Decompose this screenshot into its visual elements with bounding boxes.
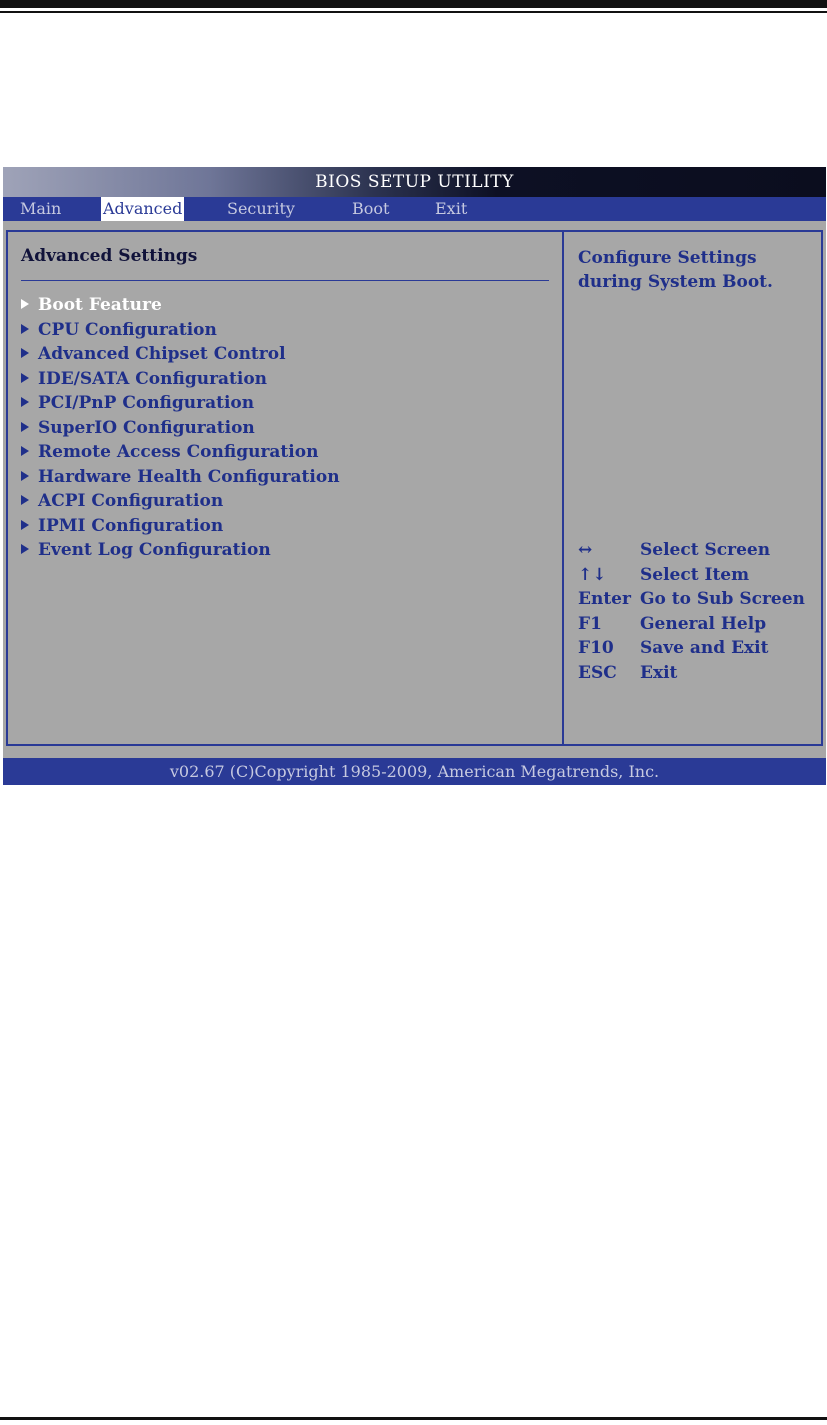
menu-tab-advanced[interactable]: Advanced [101, 197, 184, 221]
submenu-arrow-icon [21, 544, 29, 554]
page-rule-bottom [0, 1417, 827, 1420]
help-text [578, 246, 818, 294]
key-legend-desc: Go to Sub Screen [640, 589, 805, 609]
menu-item-label: CPU Configuration [38, 320, 217, 340]
menu-item-label: ACPI Configuration [38, 491, 224, 511]
page-rule-top-thin [0, 11, 827, 13]
menu-item-label: SuperIO Configuration [38, 418, 255, 438]
menu-item-label: Boot Feature [38, 295, 162, 315]
menu-item-event-log-configuration[interactable] [21, 538, 271, 562]
menu-item-cpu-configuration[interactable] [21, 318, 217, 342]
menu-item-label: Hardware Health Configuration [38, 467, 340, 487]
menu-item-label: IDE/SATA Configuration [38, 369, 268, 389]
menu-item-advanced-chipset-control[interactable] [21, 342, 286, 366]
submenu-arrow-icon [21, 348, 29, 358]
menu-item-label: Remote Access Configuration [38, 442, 319, 462]
key-legend-key: F10 [578, 638, 614, 658]
submenu-arrow-icon [21, 299, 29, 309]
title-bar [3, 167, 826, 197]
key-legend-desc: Select Item [640, 565, 750, 585]
key-legend-key: Enter [578, 589, 631, 609]
menu-item-ide-sata-configuration[interactable] [21, 367, 267, 391]
panel-title-rule [21, 280, 549, 281]
panel-title: Advanced Settings [21, 246, 198, 266]
submenu-arrow-icon [21, 422, 29, 432]
up-down-arrow-icon: ↑↓ [578, 565, 607, 585]
key-legend-desc: Exit [640, 663, 678, 683]
menu-item-pci-pnp-configuration[interactable] [21, 391, 254, 415]
menu-item-label: Advanced Chipset Control [38, 344, 286, 364]
key-legend-key: ESC [578, 663, 617, 683]
menu-item-ipmi-configuration[interactable] [21, 514, 223, 538]
submenu-arrow-icon [21, 373, 29, 383]
menu-item-hardware-health-configuration[interactable] [21, 465, 340, 489]
menu-bar [3, 197, 826, 221]
key-legend-desc: Select Screen [640, 540, 771, 560]
menu-item-superio-configuration[interactable] [21, 416, 255, 440]
menu-tab-boot[interactable]: Boot [352, 199, 390, 218]
menu-item-label: IPMI Configuration [38, 516, 224, 536]
help-text-line: during System Boot. [578, 272, 773, 292]
submenu-arrow-icon [21, 446, 29, 456]
menu-item-remote-access-configuration[interactable] [21, 440, 318, 464]
submenu-arrow-icon [21, 397, 29, 407]
menu-item-label: PCI/PnP Configuration [38, 393, 255, 413]
help-text-line: Configure Settings [578, 248, 757, 268]
panel-divider [562, 230, 564, 746]
submenu-arrow-icon [21, 324, 29, 334]
key-legend-desc: Save and Exit [640, 638, 769, 658]
submenu-arrow-icon [21, 520, 29, 530]
menu-tab-security[interactable]: Security [227, 199, 295, 218]
submenu-arrow-icon [21, 495, 29, 505]
key-legend-key: F1 [578, 614, 602, 634]
page-rule-top [0, 0, 827, 8]
footer-bar [3, 758, 826, 785]
left-right-arrow-icon: ↔ [578, 540, 593, 560]
key-legend-desc: General Help [640, 614, 767, 634]
app-title: BIOS SETUP UTILITY [315, 172, 514, 192]
bios-screen [3, 167, 826, 785]
menu-item-acpi-configuration[interactable] [21, 489, 223, 513]
menu-tab-main[interactable]: Main [20, 199, 62, 218]
submenu-arrow-icon [21, 471, 29, 481]
menu-item-boot-feature[interactable] [21, 293, 162, 317]
menu-tab-exit[interactable]: Exit [435, 199, 468, 218]
menu-item-label: Event Log Configuration [38, 540, 271, 560]
copyright-text: v02.67 (C)Copyright 1985-2009, American Megatrends, Inc. [169, 762, 660, 781]
